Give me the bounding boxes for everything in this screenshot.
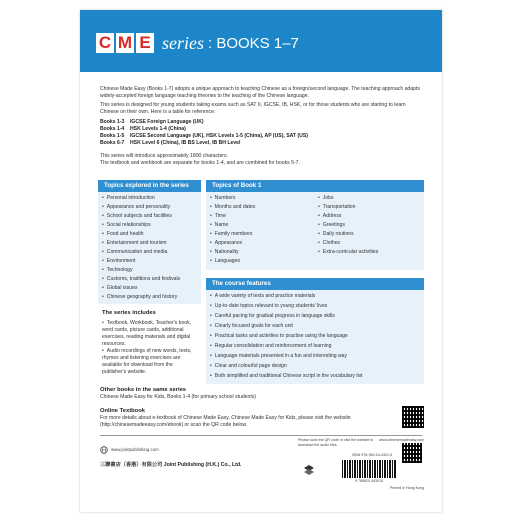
list-item: • Nationality [210, 249, 239, 256]
list-item: • Communication and media [102, 249, 167, 256]
list-item: • Clear and colourful page design [210, 363, 287, 370]
list-item: • Up-to-date topics relevant to young students' lives [210, 303, 327, 310]
list-item: • Daily routines [318, 231, 354, 238]
other-books-text: Chinese Made Easy for Kids, Books 1-4 (for primary school students) [100, 394, 256, 400]
list-item: • Technology [102, 267, 133, 274]
reference-row: Books 1-5 IGCSE Second Language (UK), HSK Levels 1-5 (China), AP (US), SAT (US) [100, 133, 308, 139]
list-item: • Languages [210, 258, 240, 265]
topics-book1-title: Topics of Book 1 [206, 180, 424, 192]
books-range: : BOOKS 1–7 [208, 34, 299, 52]
list-item: • Global issues [102, 285, 137, 292]
logo-letter-m: M [117, 33, 133, 52]
list-item: • Transportation [318, 204, 355, 211]
publisher-website[interactable]: www.jointpublishing.com [111, 447, 159, 452]
reference-row: Books 6-7 HSK Level 6 (China), IB BS Level, IB BH Level [100, 140, 241, 146]
printed-in: Printed in Hong Kong [389, 486, 424, 490]
list-item: • School subjects and facilities [102, 213, 172, 220]
list-item: • Both simplified and traditional Chinese script in the vocabulary list [210, 373, 363, 380]
online-qr-code [402, 406, 424, 428]
list-item: • A wide variety of texts and practice materials [210, 293, 315, 300]
intro-paragraph-1: Chinese Made Easy (Books 1-7) adopts a unique approach to teaching Chinese as a foreign/second language. The teaching approach adapts widely-accepted foreign language teaching theories to the teaching of the Chinese language. [100, 86, 420, 99]
logo-letter-e: E [136, 33, 154, 53]
list-item: • Careful pacing for gradual progress in language skills [210, 313, 335, 320]
isbn-label: ISBN 978-962-04-4301-5 [352, 453, 393, 457]
intro-paragraph-2: This series is designed for young students taking exams such as SAT II, IGCSE, IB, HSK, or for those students who are starting to learn Chinese on their own. Here is a table for reference: [100, 102, 406, 115]
cover-header [80, 10, 442, 72]
list-item: • Clothes [318, 240, 340, 247]
other-books-title: Other books in the same series [100, 387, 187, 393]
textbook-note: The textbook and workbook are separate for books 1-4, and are combined for books 5-7. [100, 160, 300, 166]
list-item: • Clearly focused goals for each unit [210, 323, 293, 330]
list-item: • Time [210, 213, 226, 220]
audio-qr-url[interactable]: www.chinesemadeeasy.com [378, 438, 424, 442]
characters-note: This series will introduce approximately 1800 characters. [100, 153, 228, 159]
topics-series-title: Topics explored in the series [98, 180, 201, 192]
list-item: • Textbook, Workbook, Teacher's book, word cards, picture cards, additional exercises, reading materials and digital resources. [102, 320, 198, 348]
audio-qr-code [402, 443, 422, 463]
includes-title: The series includes [102, 310, 156, 316]
list-item: • Address [318, 213, 341, 220]
online-title: Online Textbook [100, 408, 145, 414]
list-item: • Appearance [210, 240, 242, 247]
globe-icon [100, 446, 108, 454]
footer-divider [100, 435, 422, 436]
audio-qr-note: Please scan the QR code or visit the website to download the audio files. [298, 438, 374, 447]
online-text: For more details about e-textbook of Chinese Made Easy, Chinese Made Easy for Kids, please visit the website (http://chinesemadeeasy.com/ebook) or scan the QR code below. [100, 415, 351, 428]
list-item: • Extra-curricular activities [318, 249, 378, 256]
isbn-barcode [342, 460, 396, 478]
logo-letter-c: C [96, 33, 114, 53]
list-item: • Social relationships [102, 222, 151, 229]
series-title [96, 32, 299, 54]
list-item: • Regular consolidation and reinforcement of learning [210, 343, 331, 350]
list-item: • Food and health [102, 231, 144, 238]
list-item: • Family members [210, 231, 252, 238]
series-word: series [162, 32, 204, 53]
list-item: • Jobs [318, 195, 334, 202]
features-title: The course features [206, 278, 424, 290]
list-item: • Entertainment and tourism [102, 240, 167, 247]
list-item: • Greetings [318, 222, 345, 229]
list-item: • Environment [102, 258, 135, 265]
list-item: • Customs, traditions and festivals [102, 276, 180, 283]
book-back-cover [80, 10, 442, 512]
barcode-number: 9 789620 443015 [355, 479, 383, 483]
list-item: • Chinese geography and history [102, 294, 177, 301]
list-item: • Months and dates [210, 204, 255, 211]
list-item: • Name [210, 222, 228, 229]
list-item: • Audio recordings of new words, texts, rhymes and listening exercises are available for download from the publisher's website. [102, 348, 198, 376]
publisher-name: 三聯書店（香港）有限公司 Joint Publishing (H.K.) Co., Ltd. [100, 462, 242, 468]
list-item: • Language materials presented in a fun and interesting way [210, 353, 347, 360]
list-item: • Numbers [210, 195, 235, 202]
reference-row: Books 1-4 HSK Levels 1-4 (China) [100, 126, 186, 132]
reference-row: Books 1-3 IGCSE Foreign Language (UK) [100, 119, 204, 125]
publisher-logo-icon [302, 464, 316, 478]
list-item: • Personal introduction [102, 195, 155, 202]
list-item: • Appearance and personality [102, 204, 170, 211]
list-item: • Practical tasks and activities to practise using the language [210, 333, 348, 340]
